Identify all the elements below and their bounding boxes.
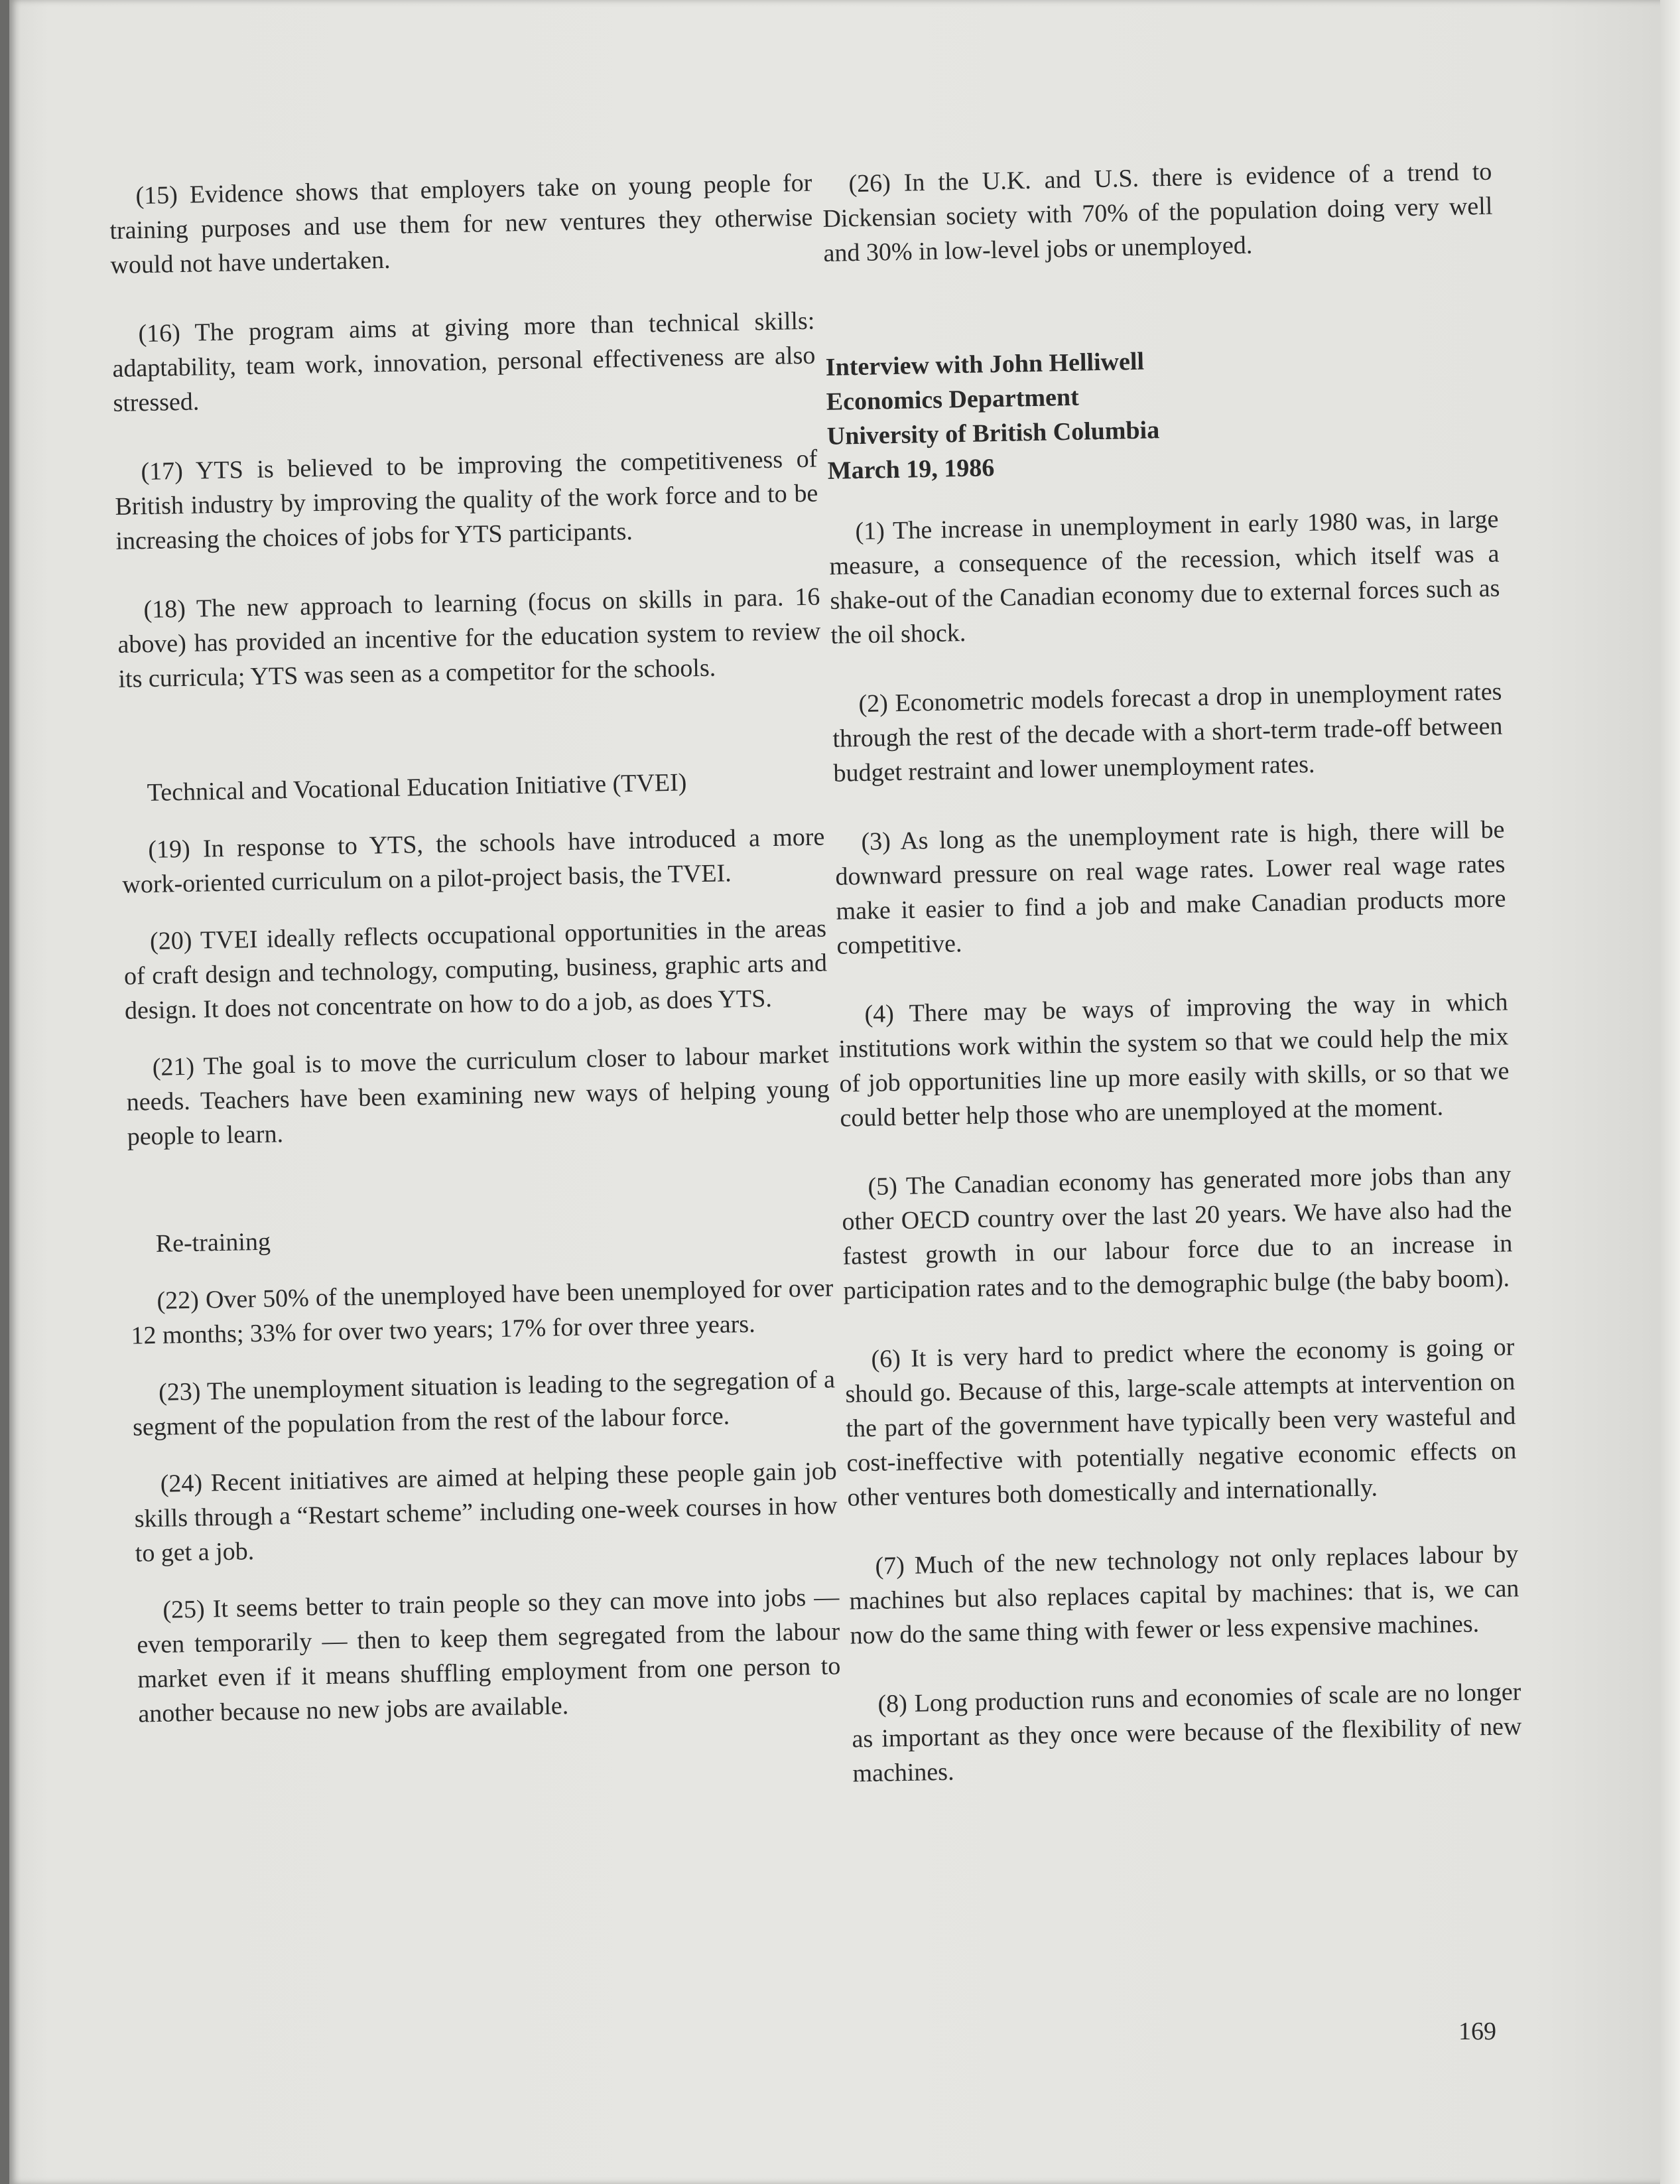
paragraph-16: (16) The program aims at giving more than technical skills: adaptability, team work, innovation, personal effectiveness are also stressed.: [112, 307, 816, 417]
paragraph-15: (15) Evidence shows that employers take on young people for training purposes and use them for new ventures they otherwise would not have undertaken.: [109, 169, 813, 279]
paragraph-23: (23) The unemployment situation is leading to the segregation of a segment of the population from the rest of the labour force.: [132, 1365, 836, 1442]
page-number: 169: [1458, 2017, 1496, 2045]
page-edge: [1660, 0, 1680, 2184]
section-heading-retraining: Re-training: [155, 1227, 271, 1258]
right-column: [822, 155, 1523, 1826]
left-column: [109, 166, 842, 1766]
document-page: [9, 0, 1680, 2184]
paragraph-22: (22) Over 50% of the unemployed have been unemployed for over 12 months; 33% for over two years; 17% for over three years.: [131, 1274, 834, 1350]
paragraph-26: (26) In the U.K. and U.S. there is evidence of a trend to Dickensian society with 70% of the population doing very well and 30% in low-level jobs or unemployed.: [822, 157, 1493, 267]
interview-date: March 19, 1986: [827, 454, 995, 485]
paragraph-19: (19) In response to YTS, the schools have introduced a more work-oriented curriculum on a pilot-project basis, the TVEI.: [122, 823, 825, 899]
interview-paragraph-3: (3) As long as the unemployment rate is high, there will be downward pressure on real wage rates. Lower real wage rates make it easier to find a job and make Canadian products more competitive.: [835, 815, 1506, 960]
paragraph-20: (20) TVEI ideally reflects occupational opportunities in the areas of craft design and technology, computing, business, graphic arts and design. It does not concentrate on how to do a job, as does YTS.: [123, 914, 828, 1025]
interview-paragraph-7: (7) Much of the new technology not only replaces labour by machines but also replaces capital by machines: that is, we can now do the same thing with fewer or less expensive machines.: [849, 1540, 1519, 1650]
interview-paragraph-8: (8) Long production runs and economies of scale are no longer as important as they once were because of the flexibility of new machines.: [852, 1678, 1522, 1788]
interview-department: Economics Department: [826, 383, 1080, 416]
paragraph-25: (25) It seems better to train people so they can move into jobs — even temporarily — then to keep them segregated from the labour market even if it means shuffling employment from one person to another because no new jobs are available.: [137, 1583, 841, 1728]
interview-paragraph-5: (5) The Canadian economy has generated more jobs than any other OECD country over the last 20 years. We have also had the fastest growth in our labour force due to an increase in participation rates and to the demographic bulge (the baby boom).: [842, 1160, 1513, 1305]
interview-paragraph-4: (4) There may be ways of improving the way in which institutions work within the system so that we could help the mix of job opportunities line up more easily with skills, or so that we could better help those who are unemployed at the moment.: [838, 988, 1510, 1132]
section-heading-tvei: Technical and Vocational Education Initiative (TVEI): [147, 768, 687, 807]
interview-paragraph-6: (6) It is very hard to predict where the economy is going or should go. Because of this, large-scale attempts at intervention on the part of the government have typically been very wasteful and cost-ineffective with potentially negative economic effects on other ventures both domestically and internationally.: [845, 1333, 1517, 1512]
interview-paragraph-1: (1) The increase in unemployment in early 1980 was, in large measure, a consequence of the recession, which itself was a shake-out of the Canadian economy due to external forces such as the oil shock.: [829, 505, 1500, 649]
interview-heading: [825, 338, 1498, 488]
paragraph-18: (18) The new approach to learning (focus on skills in para. 16 above) has provided an incentive for the education system to review its curricula; YTS was seen as a competitor for the schools.: [117, 582, 821, 693]
paragraph-17: (17) YTS is believed to be improving the competitiveness of British industry by improving the quality of the work force and to be increasing the choices of jobs for YTS participants.: [115, 444, 818, 555]
paragraph-24: (24) Recent initiatives are aimed at helping these people gain job skills through a “Restart scheme” including one-week courses in how to get a job.: [134, 1457, 838, 1568]
paragraph-21: (21) The goal is to move the curriculum closer to labour market needs. Teachers have been examining new ways of helping young people to learn.: [126, 1040, 830, 1151]
interview-paragraph-2: (2) Econometric models forecast a drop in unemployment rates through the rest of the decade with a short-term trade-off between budget restraint and lower unemployment rates.: [832, 677, 1503, 787]
interview-title: Interview with John Helliwell: [825, 347, 1145, 381]
interview-university: University of British Columbia: [826, 416, 1160, 450]
